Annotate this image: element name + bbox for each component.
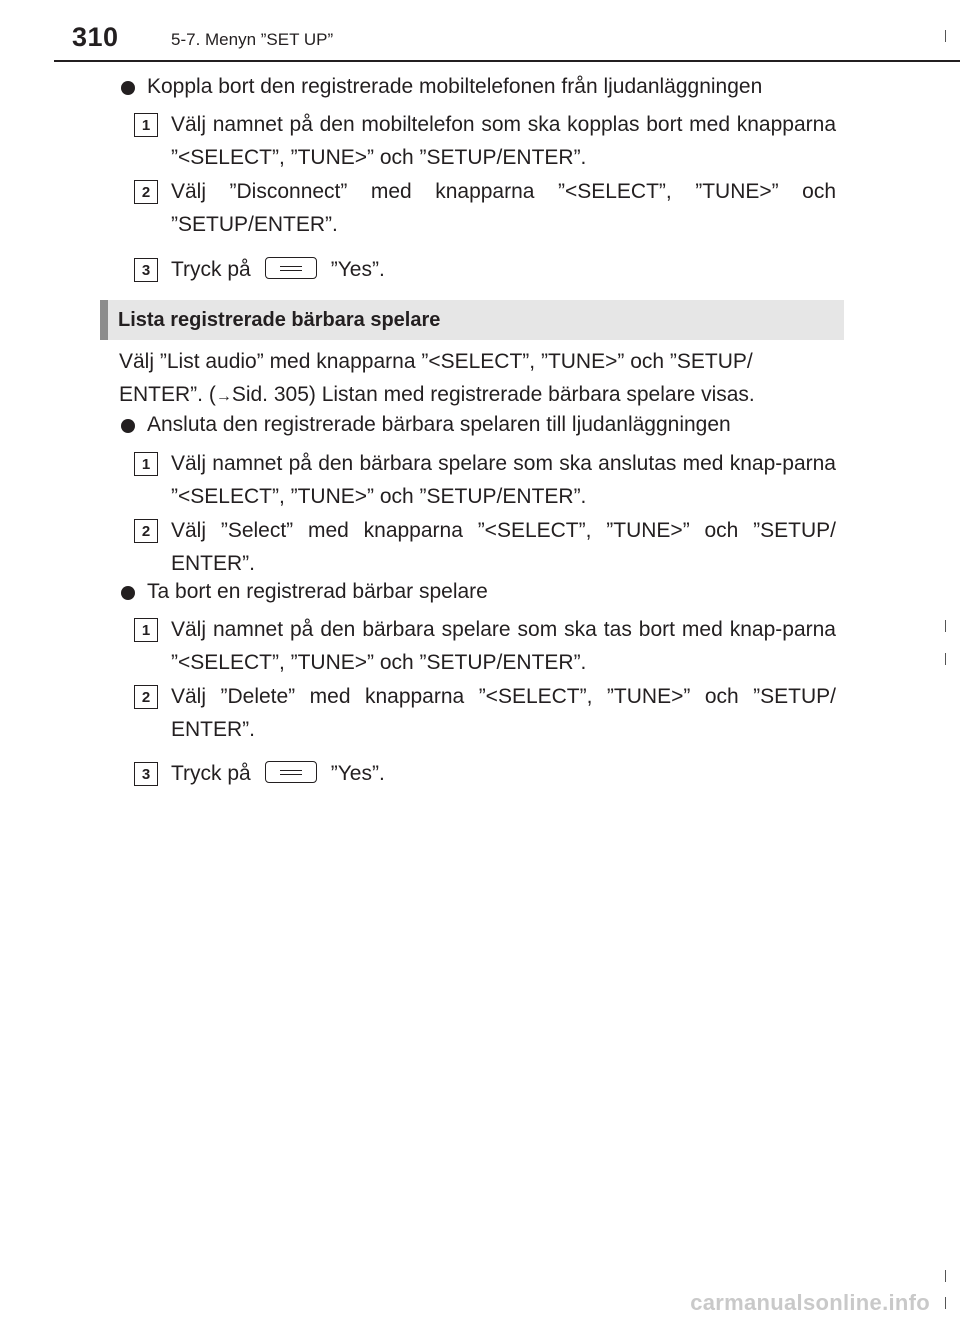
step-number: 3 <box>134 258 158 282</box>
step-number: 2 <box>134 685 158 709</box>
step-number: 2 <box>134 180 158 204</box>
step-text-before: Tryck på <box>171 762 251 785</box>
bullet-heading-delete <box>121 580 488 604</box>
crop-mark <box>945 30 946 42</box>
step-text: Välj ”Select” med knapparna ”<SELECT”, ”TUNE>” och ”SETUP/ ENTER”. <box>171 519 836 575</box>
step-text: Välj namnet på den bärbara spelare som ska anslutas med knap-parna ”<SELECT”, ”TUNE>” och ”SETUP/ENTER”. <box>171 452 836 508</box>
back-button-icon <box>265 761 317 783</box>
intro-line-1: Välj ”List audio” med knapparna ”<SELECT”, ”TUNE>” och ”SETUP/ <box>119 350 753 373</box>
step-text-after: ”Yes”. <box>330 762 385 785</box>
crop-mark <box>945 653 946 665</box>
bullet-heading-text: Koppla bort den registrerade mobiltelefonen från ljudanläggningen <box>147 75 763 98</box>
intro-text-a: ENTER”. ( <box>119 383 216 406</box>
bullet-icon <box>121 81 135 95</box>
page-number: 310 <box>72 22 119 52</box>
bullet-heading-text: Ansluta den registrerade bärbara spelaren till ljudanläggningen <box>147 413 731 436</box>
intro-line-2 <box>119 378 836 413</box>
step-text: Välj namnet på den mobiltelefon som ska kopplas bort med knapparna ”<SELECT”, ”TUNE>” och ”SETUP/ENTER”. <box>171 113 836 169</box>
crop-mark <box>945 1297 946 1309</box>
bullet-icon <box>121 586 135 600</box>
step-number: 1 <box>134 113 158 137</box>
back-button-icon <box>265 257 317 279</box>
step-number: 1 <box>134 618 158 642</box>
crop-mark <box>945 1270 946 1282</box>
step-text <box>171 253 836 286</box>
bullet-heading-connect <box>121 413 731 437</box>
bullet-heading-text: Ta bort en registrerad bärbar spelare <box>147 580 488 603</box>
step-number: 1 <box>134 452 158 476</box>
step-number: 3 <box>134 762 158 786</box>
crop-mark <box>945 620 946 632</box>
bullet-heading-disconnect <box>121 75 762 99</box>
step-text: Välj namnet på den bärbara spelare som ska tas bort med knap-parna ”<SELECT”, ”TUNE>” och ”SETUP/ENTER”. <box>171 618 836 674</box>
step-text: Välj ”Disconnect” med knapparna ”<SELECT”, ”TUNE>” och ”SETUP/ENTER”. <box>171 180 836 236</box>
section-heading: Lista registrerade bärbara spelare <box>118 309 441 331</box>
header-rule <box>54 60 960 62</box>
step-number: 2 <box>134 519 158 543</box>
bullet-icon <box>121 419 135 433</box>
watermark: carmanualsonline.info <box>690 1290 930 1315</box>
step-text: Välj ”Delete” med knapparna ”<SELECT”, ”TUNE>” och ”SETUP/ ENTER”. <box>171 685 836 741</box>
step-text <box>171 757 836 790</box>
intro-text-b: Sid. 305) Listan med registrerade bärbara spelare visas. <box>231 383 755 406</box>
step-text-before: Tryck på <box>171 258 251 281</box>
chapter-title: 5-7. Menyn ”SET UP” <box>171 30 334 49</box>
step-text-after: ”Yes”. <box>330 258 385 281</box>
right-arrow-icon: → <box>215 388 232 405</box>
